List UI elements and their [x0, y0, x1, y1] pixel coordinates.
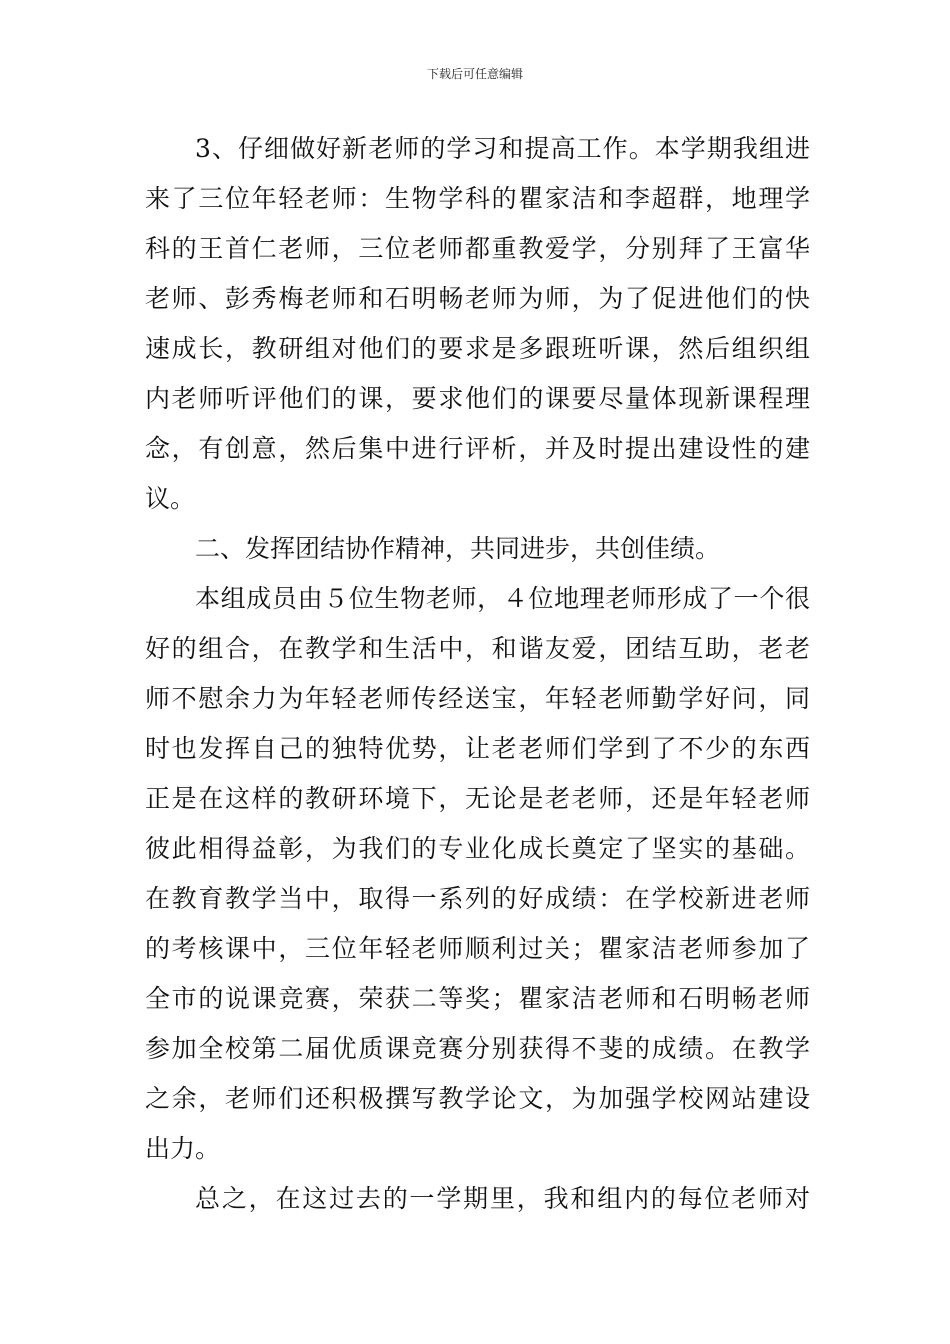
paragraph-new-teachers [145, 124, 810, 524]
section-heading [145, 524, 810, 574]
page-header: 下载后可任意编辑 [426, 67, 523, 81]
text-line: 3、仔细做好新老师的学习和提高工作。本学期我组进 [195, 134, 810, 163]
text-line: 之余，老师们还积极撰写教学论文，为加强学校网站建设 [145, 1084, 810, 1113]
text-line: 好的组合，在教学和生活中，和谐友爱，团结互助，老老 [145, 634, 810, 663]
text-line: 出力。 [145, 1134, 221, 1163]
text-line: 老师、彭秀梅老师和石明畅老师为师，为了促进他们的快 [145, 284, 810, 313]
text-line: 的考核课中，三位年轻老师顺利过关；瞿家洁老师参加了 [145, 934, 810, 963]
heading-line: 二、发挥团结协作精神，共同进步，共创佳绩。 [195, 534, 721, 563]
text-line: 速成长，教研组对他们的要求是多跟班听课，然后组织组 [145, 334, 810, 363]
text-line: 正是在这样的教研环境下，无论是老老师，还是年轻老师 [145, 784, 810, 813]
document-body [145, 124, 810, 1224]
paragraph-summary [145, 1174, 810, 1224]
text-line: 本组成员由５位生物老师，４位地理老师形成了一个很 [195, 584, 810, 613]
text-line: 参加全校第二届优质课竞赛分别获得不斐的成绩。在教学 [145, 1034, 810, 1063]
text-line: 总之，在这过去的一学期里，我和组内的每位老师对 [195, 1184, 810, 1213]
text-line: 来了三位年轻老师：生物学科的瞿家洁和李超群，地理学 [145, 184, 810, 213]
text-line: 科的王首仁老师，三位老师都重教爱学，分别拜了王富华 [145, 234, 810, 263]
text-line: 议。 [145, 484, 196, 513]
paragraph-team-members [145, 574, 810, 1174]
text-line: 彼此相得益彰，为我们的专业化成长奠定了坚实的基础。 [145, 834, 810, 863]
text-line: 在教育教学当中，取得一系列的好成绩：在学校新进老师 [145, 884, 810, 913]
text-line: 全市的说课竞赛，荣获二等奖；瞿家洁老师和石明畅老师 [145, 984, 810, 1013]
text-line: 时也发挥自己的独特优势，让老老师们学到了不少的东西 [145, 734, 810, 763]
text-line: 念，有创意，然后集中进行评析，并及时提出建设性的建 [145, 434, 810, 463]
text-line: 师不慰余力为年轻老师传经送宝，年轻老师勤学好问，同 [145, 684, 810, 713]
text-line: 内老师听评他们的课，要求他们的课要尽量体现新课程理 [145, 384, 810, 413]
